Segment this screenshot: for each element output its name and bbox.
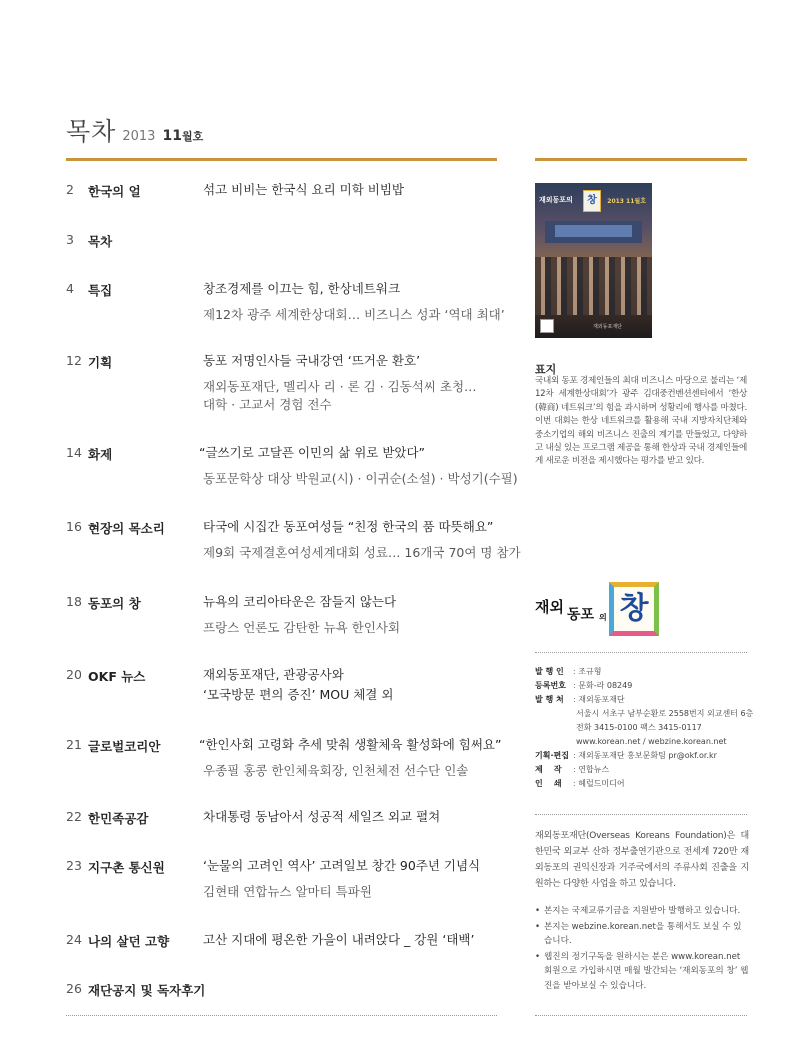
issue-month-unit: 월호 (181, 130, 204, 143)
info-printing: 인 쇄 : 헤럴드미디어 (535, 779, 625, 788)
toc-subline: 제12차 광주 세계한상대회… 비즈니스 성과 ‘역대 최대’ (203, 307, 505, 322)
info-phone: 전화 3415-0100 팩스 3415-0117 (576, 723, 702, 732)
info-production: 제 작 : 연합뉴스 (535, 765, 610, 774)
toc-page-number: 14 (66, 445, 82, 460)
toc-page-number: 12 (66, 353, 82, 368)
info-address: 서울시 서초구 남부순환로 2558번지 외교센터 6층 (576, 709, 754, 718)
notes-list (535, 904, 749, 994)
cover-caption-body: 국내외 동포 경제인들의 최대 비즈니스 마당으로 불리는 ‘제12차 세계한상대회’가 광주 김대중컨벤션센터에서 ‘한상(韓商) 네트워크’의 힘을 과시하며 성황리에 행사를 마쳤다. 이번 대회는 한상 네트워크를 활용해 국내 지방자치단체와 중소기업의 해외 비즈니스 진출의 계기를 만들었고, 다양하고 내실 있는 프로그램 제공을 통해 한상과 국내 경제인들에게 새로운 비전을 제시했다는 평가를 받고 있다. (535, 376, 747, 467)
issue-month: 11 (162, 128, 182, 144)
toc-headline: 고산 지대에 평온한 가을이 내려앉다 _ 강원 ‘태백’ (203, 932, 475, 947)
toc-subline: 프랑스 언론도 감탄한 뉴욕 한인사회 (203, 620, 401, 635)
bullet-icon: • (535, 906, 541, 916)
cover-publisher: 재외동포재단 (593, 324, 622, 330)
toc-subline: 우종필 홍콩 한인체육회장, 인천체전 선수단 인솔 (203, 763, 469, 778)
toc-subline: 대학 · 고교서 경험 전수 (203, 397, 332, 412)
toc-page-number: 16 (66, 519, 82, 534)
note-item: • 본지는 국제교류기금을 지원받아 발행하고 있습니다. (535, 904, 749, 919)
toc-section: 기획 (88, 355, 113, 370)
toc-subline: 제9회 국제결혼여성세계대회 성료… 16개국 70여 명 참가 (203, 545, 521, 560)
toc-section: 지구촌 통신원 (88, 860, 165, 875)
cover-logo-char: 창 (583, 190, 601, 212)
note-item: • 웹진의 정기구독을 원하시는 분은 www.korean.net 회원으로 가입하시면 매월 발간되는 ‘재외동포의 창’ 웹진을 받아보실 수 있습니다. (535, 951, 749, 991)
toc-page-number: 22 (66, 809, 82, 824)
toc-page-number: 2 (66, 182, 74, 197)
magazine-logo (535, 582, 665, 638)
publication-info (535, 665, 755, 791)
toc-page-number: 18 (66, 594, 82, 609)
toc-headline: “글쓰기로 고달픈 이민의 삶 위로 받았다” (199, 445, 426, 460)
magazine-logo-char: 창 (619, 591, 649, 626)
info-web[interactable]: www.korean.net / webzine.korean.net (576, 737, 727, 746)
toc-section: 화제 (88, 447, 113, 462)
toc-headline: 동포 저명인사들 국내강연 ‘뜨거운 환호’ (203, 353, 421, 368)
magazine-logo-text-2: 동포 (567, 607, 595, 623)
toc-top-rule (66, 158, 497, 161)
info-editing: 기획·편집 : 재외동포재단 홍보문화팀 pr@okf.or.kr (535, 751, 717, 760)
toc-headline: 뉴욕의 코리아타운은 잠들지 않는다 (203, 594, 397, 609)
toc-section: 동포의 창 (88, 596, 141, 611)
magazine-logo-text-1: 재외 (535, 598, 564, 616)
toc-section: 한민족공감 (88, 811, 149, 826)
toc-page-number: 24 (66, 932, 82, 947)
toc-section: 나의 살던 고향 (88, 934, 170, 949)
toc-page-number: 3 (66, 232, 74, 247)
sidebar-bottom-rule (535, 1015, 747, 1016)
toc-headline: ‘눈물의 고려인 역사’ 고려일보 창간 90주년 기념식 (203, 858, 481, 873)
toc-headline: 타국에 시집간 동포여성들 “친정 한국의 품 따뜻해요” (203, 519, 494, 534)
bullet-icon: • (535, 921, 541, 932)
sidebar-top-rule (535, 158, 747, 161)
toc-subline: 동포문학상 대상 박원교(시) · 이귀순(소설) · 박성기(수필) (203, 471, 518, 486)
toc-section: 재단공지 및 독자후기 (88, 983, 206, 998)
magazine-logo-particle: 의 (599, 613, 607, 622)
qr-code-icon (540, 319, 554, 333)
page-header (66, 112, 203, 148)
cover-caption-title: 표지 (535, 363, 557, 376)
cover-image (535, 183, 652, 338)
toc-page-number: 26 (66, 981, 82, 996)
sidebar-rule-2 (535, 814, 747, 815)
toc-headline: 차대통령 동남아서 성공적 세일즈 외교 펼쳐 (203, 809, 441, 824)
toc-headline: 창조경제를 이끄는 힘, 한상네트워크 (203, 281, 401, 296)
toc-section: 글로벌코리안 (88, 739, 161, 754)
issue-year: 2013 (122, 129, 156, 144)
bullet-icon: • (535, 951, 541, 962)
foundation-description: 재외동포재단(Overseas Koreans Foundation)은 대한민국 외교부 산하 정부출연기관으로 전세계 720만 재외동포의 권익신장과 거주국에서의 주류사회 진출을 지원하는 다양한 사업을 하고 있습니다. (535, 831, 749, 889)
info-registration: 등록번호 : 문화-라 08249 (535, 681, 633, 690)
toc-bottom-rule (66, 1015, 497, 1016)
toc-subline: 김현태 연합뉴스 알마티 특파원 (203, 884, 372, 899)
cover-banner-shape (555, 225, 632, 237)
note-item: • 본지는 webzine.korean.net을 통해서도 보실 수 있습니다. (535, 921, 742, 946)
toc-section: 목차 (88, 234, 113, 249)
cover-date: 2013 11월호 (607, 198, 646, 205)
cover-crowd-shape (535, 257, 652, 315)
toc-page-number: 21 (66, 737, 82, 752)
page-title: 목차 (66, 117, 117, 146)
toc-headline: 재외동포재단, 관광공사와 (203, 667, 344, 682)
sidebar-rule-1 (535, 652, 747, 653)
info-publisher: 발 행 인 : 조규형 (535, 667, 602, 676)
toc-section: 특집 (88, 283, 113, 298)
toc-page-number: 20 (66, 667, 82, 682)
cover-logo-text: 재외동포의 (539, 196, 573, 204)
toc-headline: ‘모국방문 편의 증진’ MOU 체결 외 (203, 687, 394, 702)
toc-headline: 섞고 비비는 한국식 요리 미학 비빔밥 (203, 182, 404, 197)
magazine-logo-frame (609, 582, 659, 636)
toc-page-number: 4 (66, 281, 74, 296)
toc-subline: 재외동포재단, 멜리사 리 · 론 김 · 김동석씨 초청… (203, 379, 477, 394)
toc-section: 현장의 목소리 (88, 521, 165, 536)
toc-page-number: 23 (66, 858, 82, 873)
info-office: 발 행 처 : 재외동포재단 (535, 695, 625, 704)
toc-headline: “한인사회 고령화 추세 맞춰 생활체육 활성화에 힘써요” (199, 737, 502, 752)
toc-section: OKF 뉴스 (88, 669, 146, 684)
toc-section: 한국의 얼 (88, 184, 141, 199)
